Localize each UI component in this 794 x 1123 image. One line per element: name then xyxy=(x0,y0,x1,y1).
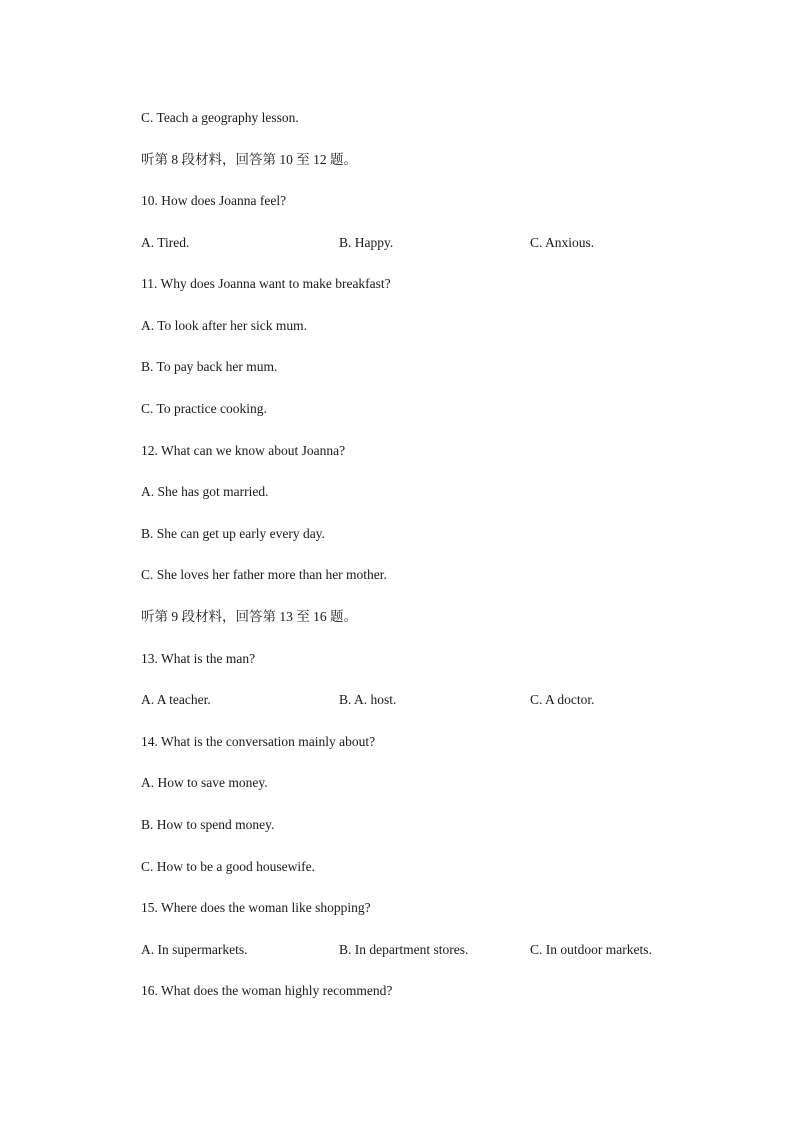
option-13a: A. A teacher. xyxy=(141,692,211,707)
section-instruction: 听第 9 段材料，回答第 13 至 16 题。 xyxy=(141,609,357,624)
option-11c: C. To practice cooking. xyxy=(141,401,267,416)
option-15c: C. In outdoor markets. xyxy=(530,942,652,957)
option-12a: A. She has got married. xyxy=(141,484,269,499)
option-12b: B. She can get up early every day. xyxy=(141,526,325,541)
question-16: 16. What does the woman highly recommend? xyxy=(141,983,393,998)
option-10c: C. Anxious. xyxy=(530,235,595,250)
option-text: C. Teach a geography lesson. xyxy=(141,110,299,125)
option-14a: A. How to save money. xyxy=(141,775,268,790)
section-instruction: 听第 8 段材料，回答第 10 至 12 题。 xyxy=(141,152,357,167)
question-13: 13. What is the man? xyxy=(141,651,256,666)
question-14: 14. What is the conversation mainly about? xyxy=(141,734,376,749)
option-14b: B. How to spend money. xyxy=(141,817,275,832)
option-13c: C. A doctor. xyxy=(530,692,595,707)
question-10: 10. How does Joanna feel? xyxy=(141,193,287,208)
question-15: 15. Where does the woman like shopping? xyxy=(141,900,371,915)
option-13b: B. A. host. xyxy=(339,692,397,707)
option-14c: C. How to be a good housewife. xyxy=(141,859,315,874)
question-12: 12. What can we know about Joanna? xyxy=(141,443,346,458)
option-15a: A. In supermarkets. xyxy=(141,942,248,957)
option-12c: C. She loves her father more than her mother. xyxy=(141,567,387,582)
option-10a: A. Tired. xyxy=(141,235,190,250)
question-11: 11. Why does Joanna want to make breakfast? xyxy=(141,276,391,291)
option-15b: B. In department stores. xyxy=(339,942,469,957)
option-11b: B. To pay back her mum. xyxy=(141,359,278,374)
option-10b: B. Happy. xyxy=(339,235,394,250)
option-11a: A. To look after her sick mum. xyxy=(141,318,308,333)
